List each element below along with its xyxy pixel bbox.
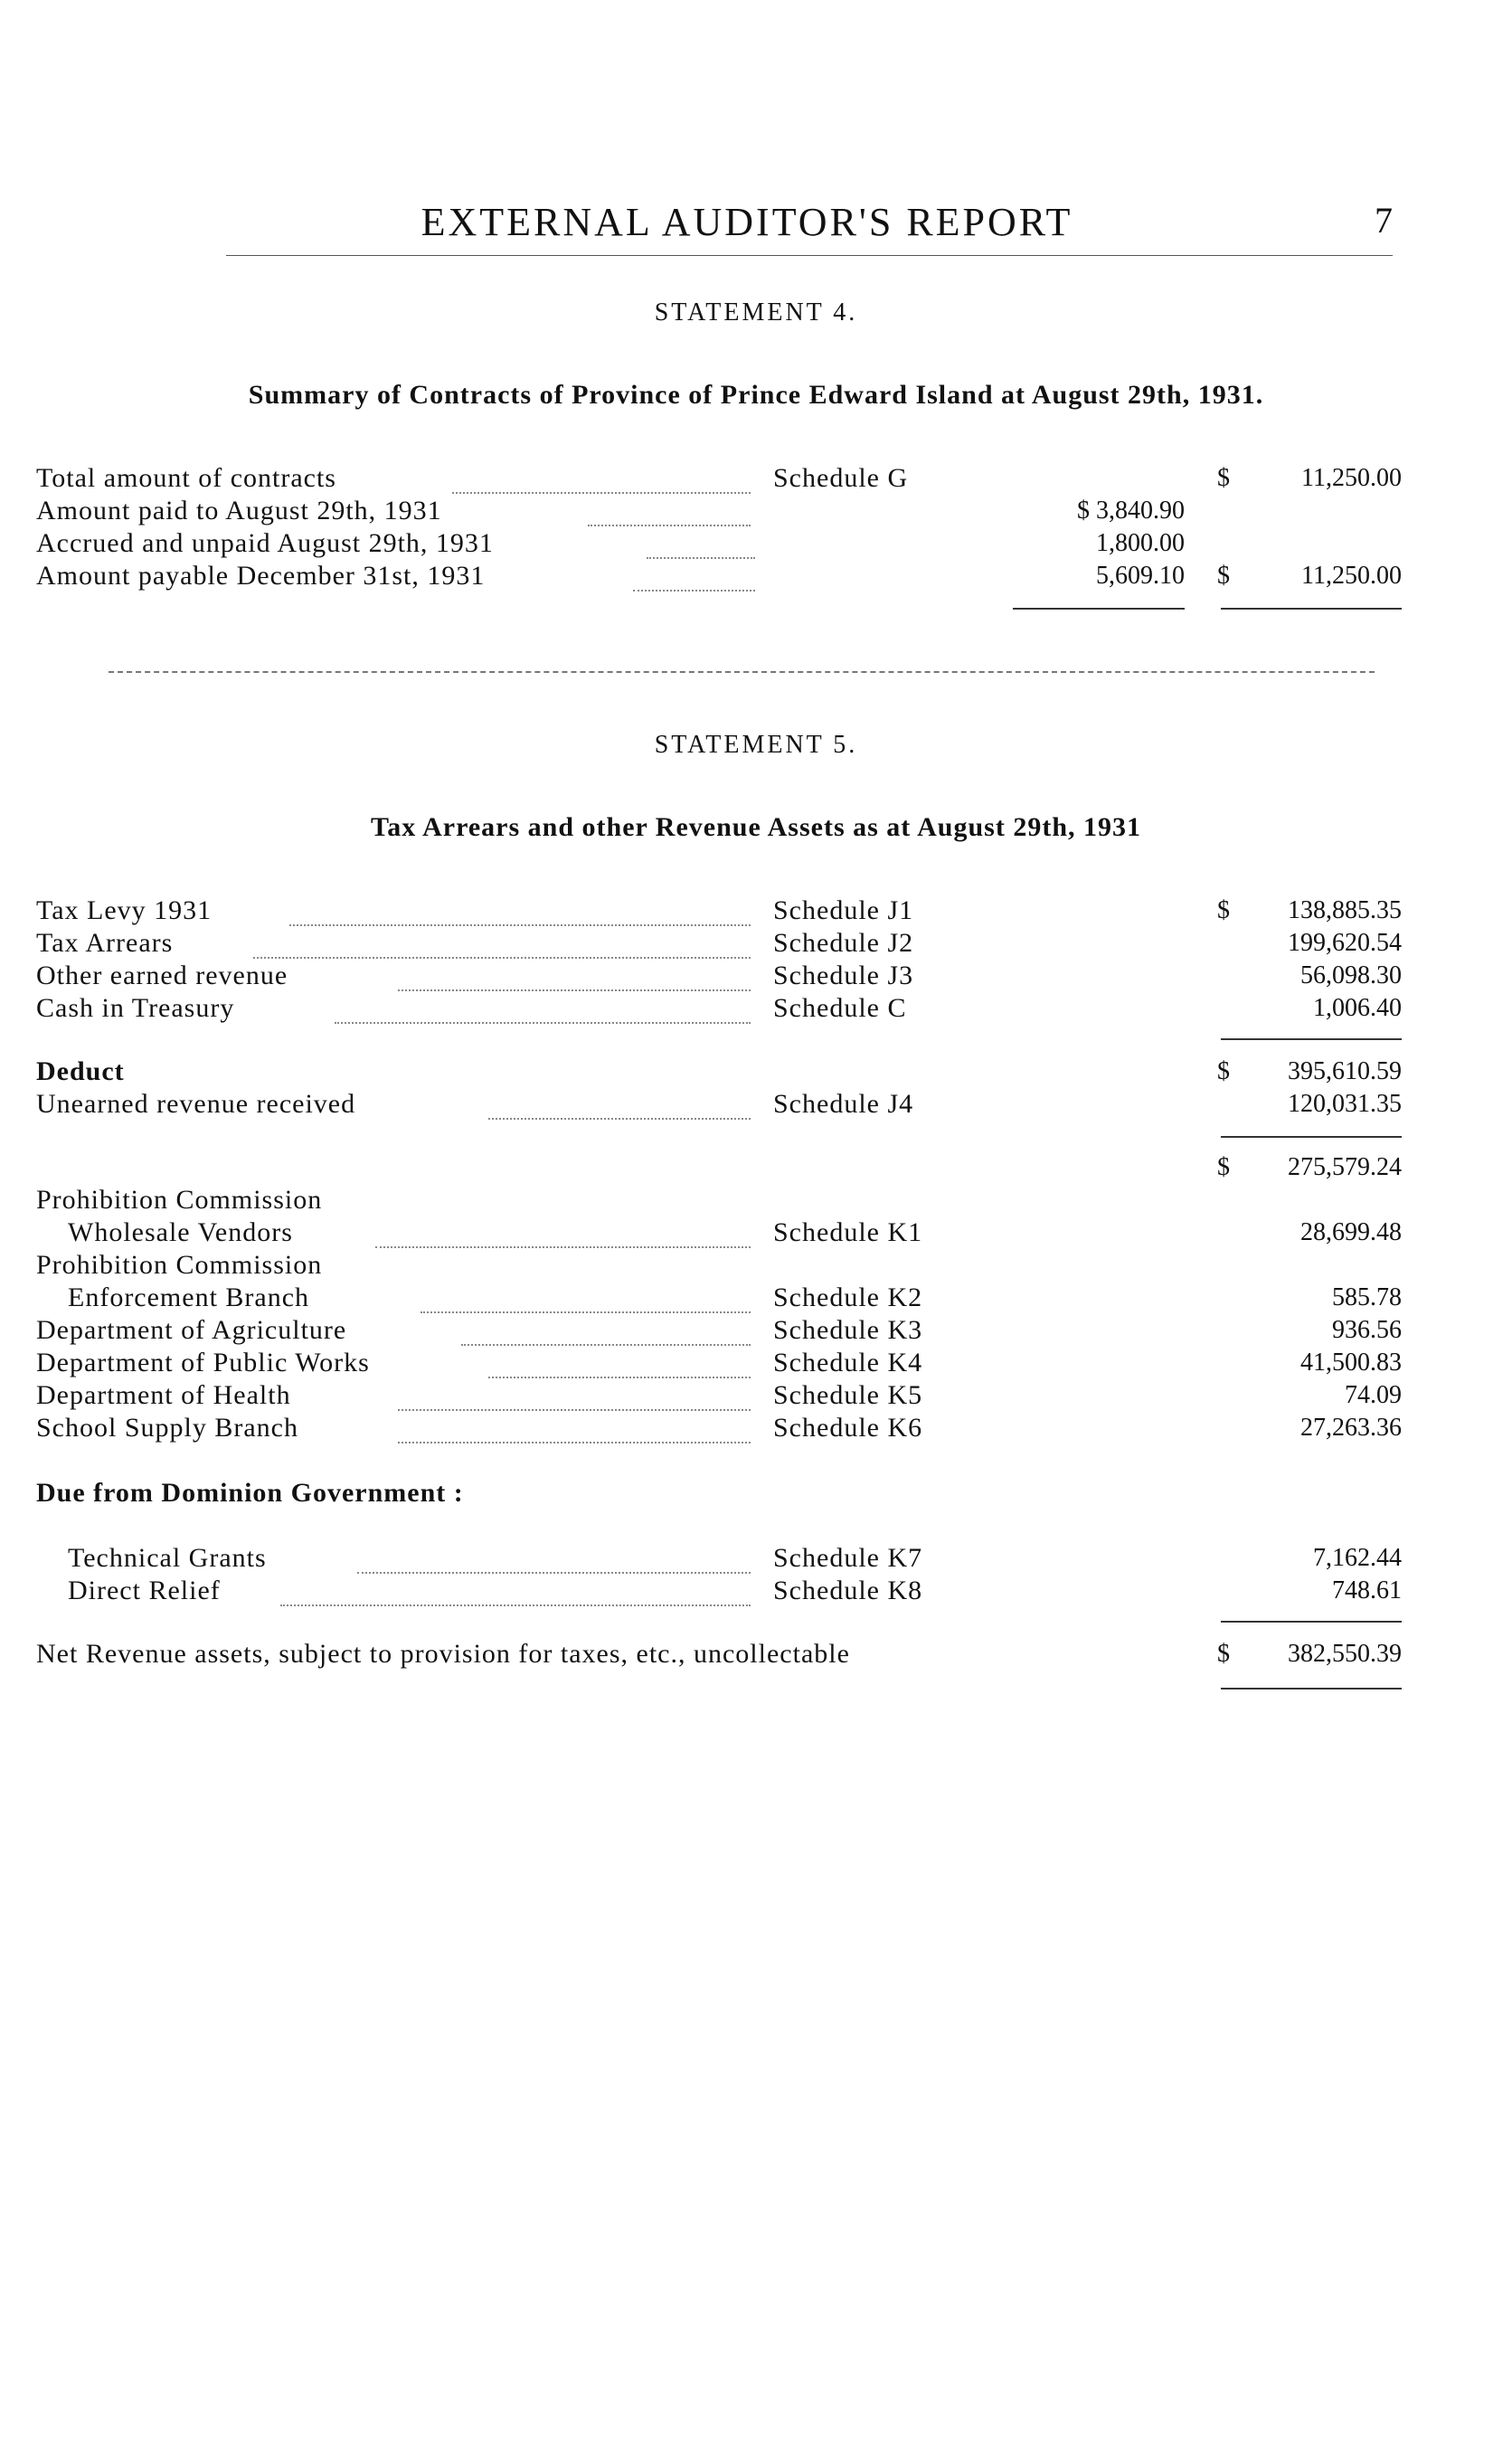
s5-row-schedule: Schedule J3 (773, 961, 914, 990)
dominion-row-label: Technical Grants (68, 1543, 267, 1573)
dept-schedule: Schedule K6 (773, 1413, 923, 1443)
leader-dots (452, 492, 751, 494)
statement-5-subtitle: Tax Arrears and other Revenue Assets as at August 29th, 1931 (371, 812, 1141, 842)
s4-row-amount-payable: 5,609.10 (1096, 562, 1185, 590)
unearned-label: Unearned revenue received (36, 1089, 356, 1119)
net-rule (1221, 1621, 1402, 1623)
s4-row-label: Total amount of contracts (36, 463, 336, 493)
statement-4-heading: STATEMENT 4. (654, 298, 858, 327)
dept-schedule: Schedule K2 (773, 1283, 923, 1312)
wholesale-schedule: Schedule K1 (773, 1217, 923, 1247)
page-title: EXTERNAL AUDITOR'S REPORT (421, 200, 1073, 244)
s4-row-label: Accrued and unpaid August 29th, 1931 (36, 528, 494, 558)
unearned-schedule: Schedule J4 (773, 1089, 914, 1119)
dept-schedule: Schedule K4 (773, 1348, 923, 1377)
dept-amount: 936.56 (1332, 1316, 1402, 1344)
leader-dots (461, 1344, 751, 1346)
net-double-rule (1221, 1688, 1402, 1690)
leader-dots (647, 557, 755, 559)
s4-row-amount-paid: $ 3,840.90 (1077, 497, 1185, 525)
dominion-row-schedule: Schedule K7 (773, 1543, 923, 1573)
dept-amount: 585.78 (1332, 1283, 1402, 1311)
subtotal-rule (1221, 1136, 1402, 1138)
s4-row-dollar: $ (1217, 562, 1230, 590)
dept-label: Enforcement Branch (68, 1283, 310, 1312)
leader-dots (398, 1409, 751, 1411)
dept-schedule: Schedule K5 (773, 1380, 923, 1410)
dept-amount: 74.09 (1345, 1381, 1402, 1409)
leader-dots (375, 1246, 751, 1248)
s5-row-label: Tax Levy 1931 (36, 895, 213, 925)
deduct-label: Deduct (36, 1056, 125, 1086)
s5-row-label: Tax Arrears (36, 928, 174, 958)
dominion-row-schedule: Schedule K8 (773, 1576, 923, 1605)
subtotal-amount: 395,610.59 (1288, 1057, 1402, 1085)
dept-amount: 27,263.36 (1300, 1414, 1402, 1442)
s5-row-label: Cash in Treasury (36, 993, 235, 1023)
s4-row-total: 11,250.00 (1301, 562, 1402, 590)
s5-row-amount: 1,006.40 (1313, 994, 1402, 1022)
dept-label: Department of Agriculture (36, 1315, 347, 1345)
header-rule (226, 255, 1393, 256)
dept-label: School Supply Branch (36, 1413, 298, 1443)
section-divider (109, 671, 1375, 673)
leader-dots (398, 989, 751, 991)
subtotal-dollar: $ (1217, 1057, 1230, 1085)
s5-row-dollar: $ (1217, 896, 1230, 924)
s4-row-amount: 11,250.00 (1301, 464, 1402, 492)
page-number: 7 (1375, 200, 1393, 241)
net-dollar: $ (1217, 1640, 1230, 1668)
s4-total-rule (1013, 608, 1185, 610)
leader-dots (335, 1022, 751, 1024)
s4-row-dollar: $ (1217, 464, 1230, 492)
dominion-row-amount: 7,162.44 (1313, 1544, 1402, 1572)
s4-row-schedule: Schedule G (773, 463, 909, 493)
subtotal-rule (1221, 1038, 1402, 1040)
dept-schedule: Schedule K3 (773, 1315, 923, 1345)
dominion-label: Due from Dominion Government : (36, 1478, 464, 1508)
s5-row-amount: 138,885.35 (1288, 896, 1402, 924)
dominion-row-label: Direct Relief (68, 1576, 221, 1605)
net-label: Net Revenue assets, subject to provision for taxes, etc., uncollectable (36, 1639, 850, 1669)
wholesale-amount: 28,699.48 (1300, 1218, 1402, 1246)
subtotal-amount: 275,579.24 (1288, 1153, 1402, 1181)
leader-dots (488, 1118, 751, 1120)
unearned-amount: 120,031.35 (1288, 1090, 1402, 1118)
dept-amount: 41,500.83 (1300, 1349, 1402, 1377)
s4-row-amount-accrued: 1,800.00 (1096, 529, 1185, 557)
leader-dots (633, 590, 755, 592)
s5-row-label: Other earned revenue (36, 961, 288, 990)
dominion-row-amount: 748.61 (1332, 1576, 1402, 1604)
leader-dots (588, 525, 751, 526)
leader-dots (398, 1442, 751, 1443)
subtotal-dollar: $ (1217, 1153, 1230, 1181)
s4-total-rule (1221, 608, 1402, 610)
leader-dots (488, 1377, 751, 1378)
s5-row-schedule: Schedule J2 (773, 928, 914, 958)
leader-dots (253, 957, 751, 959)
s5-row-schedule: Schedule J1 (773, 895, 914, 925)
leader-dots (289, 924, 751, 926)
wholesale-label: Wholesale Vendors (68, 1217, 293, 1247)
leader-dots (421, 1311, 751, 1313)
s4-row-label: Amount payable December 31st, 1931 (36, 561, 486, 591)
statement-4-subtitle: Summary of Contracts of Province of Prince Edward Island at August 29th, 1931. (248, 380, 1264, 410)
s5-row-schedule: Schedule C (773, 993, 907, 1023)
commission-label: Prohibition Commission (36, 1185, 323, 1215)
s5-row-amount: 56,098.30 (1300, 961, 1402, 989)
dept-label: Department of Public Works (36, 1348, 370, 1377)
leader-dots (280, 1604, 751, 1606)
commission-label: Prohibition Commission (36, 1250, 323, 1280)
leader-dots (357, 1572, 751, 1574)
dept-label: Department of Health (36, 1380, 291, 1410)
statement-5-heading: STATEMENT 5. (654, 731, 858, 759)
s4-row-label: Amount paid to August 29th, 1931 (36, 496, 442, 525)
net-amount: 382,550.39 (1288, 1640, 1402, 1668)
s5-row-amount: 199,620.54 (1288, 929, 1402, 957)
